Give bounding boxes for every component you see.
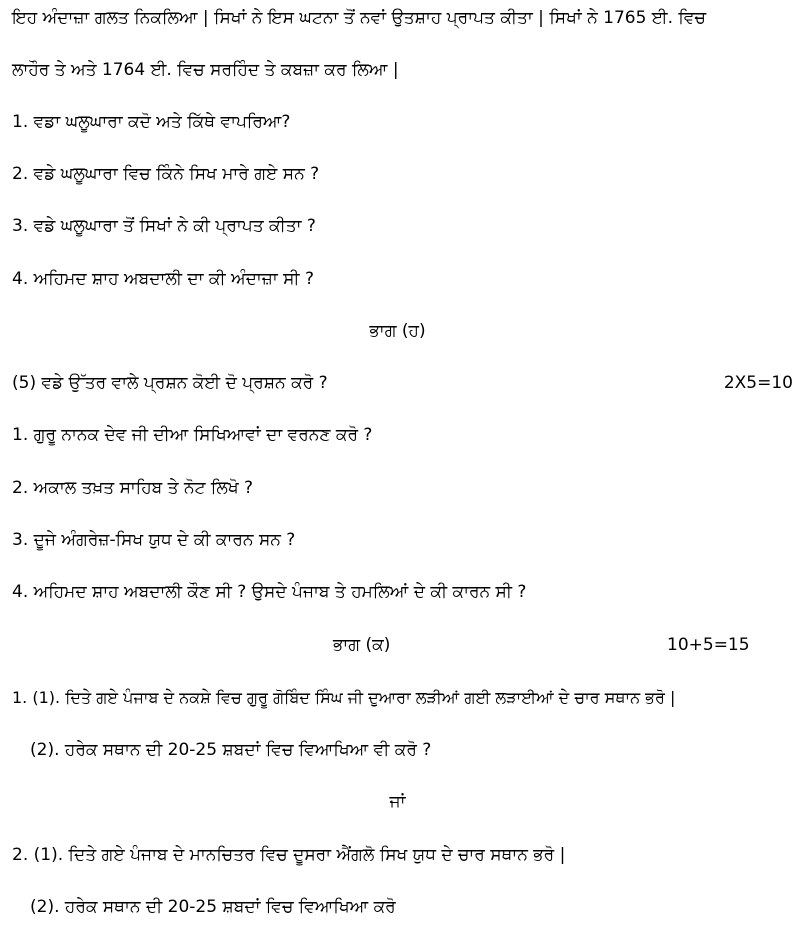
section-h-instruction: (5) ਵਡੇ ਉੱਤਰ ਵਾਲੇ ਪ੍ਰਸ਼ਨ ਕੋਈ ਦੋ ਪ੍ਰਸ਼ਨ ਕਰੋ ? [12,373,328,393]
passage-question-2: 2. ਵਡੇ ਘਲੂਘਾਰਾ ਵਿਚ ਕਿੰਨੇ ਸਿਖ ਮਾਰੇ ਗਏ ਸਨ ? [12,164,320,184]
section-h-heading: ਭਾਗ (ਹ) [369,321,426,341]
section-h-marks: 2X5=10 [723,373,793,393]
or-separator: ਜਾਂ [389,792,406,812]
section-h-question-4: 4. ਅਹਿਮਦ ਸ਼ਾਹ ਅਬਦਾਲੀ ਕੌਣ ਸੀ ? ਉਸਦੇ ਪੰਜਾਬ ਤੇ ਹਮਲਿਆਂ ਦੇ ਕੀ ਕਾਰਨ ਸੀ ? [12,582,527,602]
section-h-question-3: 3. ਦੂਜੇ ਅੰਗਰੇਜ਼-ਸਿਖ ਯੁਧ ਦੇ ਕੀ ਕਾਰਨ ਸਨ ? [12,530,296,550]
section-k-q2-part2: (2). ਹਰੇਕ ਸਥਾਨ ਦੀ 20-25 ਸ਼ਬਦਾਂ ਵਿਚ ਵਿਆਖਿਆ ਕਰੋ [30,897,396,917]
passage-question-1: 1. ਵਡਾ ਘਲੂਘਾਰਾ ਕਦੋ ਅਤੇ ਕਿੱਥੇ ਵਾਪਰਿਆ? [12,112,291,132]
section-k-q1-part2: (2). ਹਰੇਕ ਸਥਾਨ ਦੀ 20-25 ਸ਼ਬਦਾਂ ਵਿਚ ਵਿਆਖਿਆ ਵੀ ਕਰੋ ? [30,740,432,760]
passage-line-2: ਲਾਹੌਰ ਤੇ ਅਤੇ 1764 ਈ. ਵਿਚ ਸਰਹਿੰਦ ਤੇ ਕਬਜ਼ਾ ਕਰ ਲਿਆ | [12,60,399,80]
section-k-heading: ਭਾਗ (ਕ) [333,635,391,655]
section-h-question-1: 1. ਗੁਰੂ ਨਾਨਕ ਦੇਵ ਜੀ ਦੀਆ ਸਿਖਿਆਵਾਂ ਦਾ ਵਰਨਣ ਕਰੋ ? [12,425,373,445]
passage-question-4: 4. ਅਹਿਮਦ ਸ਼ਾਹ ਅਬਦਾਲੀ ਦਾ ਕੀ ਅੰਦਾਜ਼ਾ ਸੀ ? [12,269,314,289]
passage-question-3: 3. ਵਡੇ ਘਲੂਘਾਰਾ ਤੋਂ ਸਿਖਾਂ ਨੇ ਕੀ ਪ੍ਰਾਪਤ ਕੀਤਾ ? [12,216,316,236]
section-k-marks: 10+5=15 [667,635,750,655]
passage-line-1: ਇਹ ਅੰਦਾਜ਼ਾ ਗਲਤ ਨਿਕਲਿਆ | ਸਿਖਾਂ ਨੇ ਇਸ ਘਟਨਾ ਤੋਂ ਨਵਾਂ ਉਤਸ਼ਾਹ ਪ੍ਰਾਪਤ ਕੀਤਾ | ਸਿਖਾਂ ਨੇ 1765 ਈ. ਵਿਚ [12,8,706,28]
section-k-q2-part1: 2. (1). ਦਿਤੇ ਗਏ ਪੰਜਾਬ ਦੇ ਮਾਨਚਿਤਰ ਵਿਚ ਦੂਸਰਾ ਐਂਗਲੋ ਸਿਖ ਯੁਧ ਦੇ ਚਾਰ ਸਥਾਨ ਭਰੋ | [12,845,566,865]
section-k-q1-part1: 1. (1). ਦਿਤੇ ਗਏ ਪੰਜਾਬ ਦੇ ਨਕਸ਼ੇ ਵਿਚ ਗੁਰੂ ਗੋਬਿੰਦ ਸਿੰਘ ਜੀ ਦੁਆਰਾ ਲੜੀਆਂ ਗਈ ਲੜਾਈਆਂ ਦੇ ਚਾਰ ਸਥਾਨ ਭਰੋ | [12,688,676,707]
section-h-question-2: 2. ਅਕਾਲ ਤਖ਼ਤ ਸਾਹਿਬ ਤੇ ਨੋਟ ਲਿਖੋ ? [12,478,254,498]
